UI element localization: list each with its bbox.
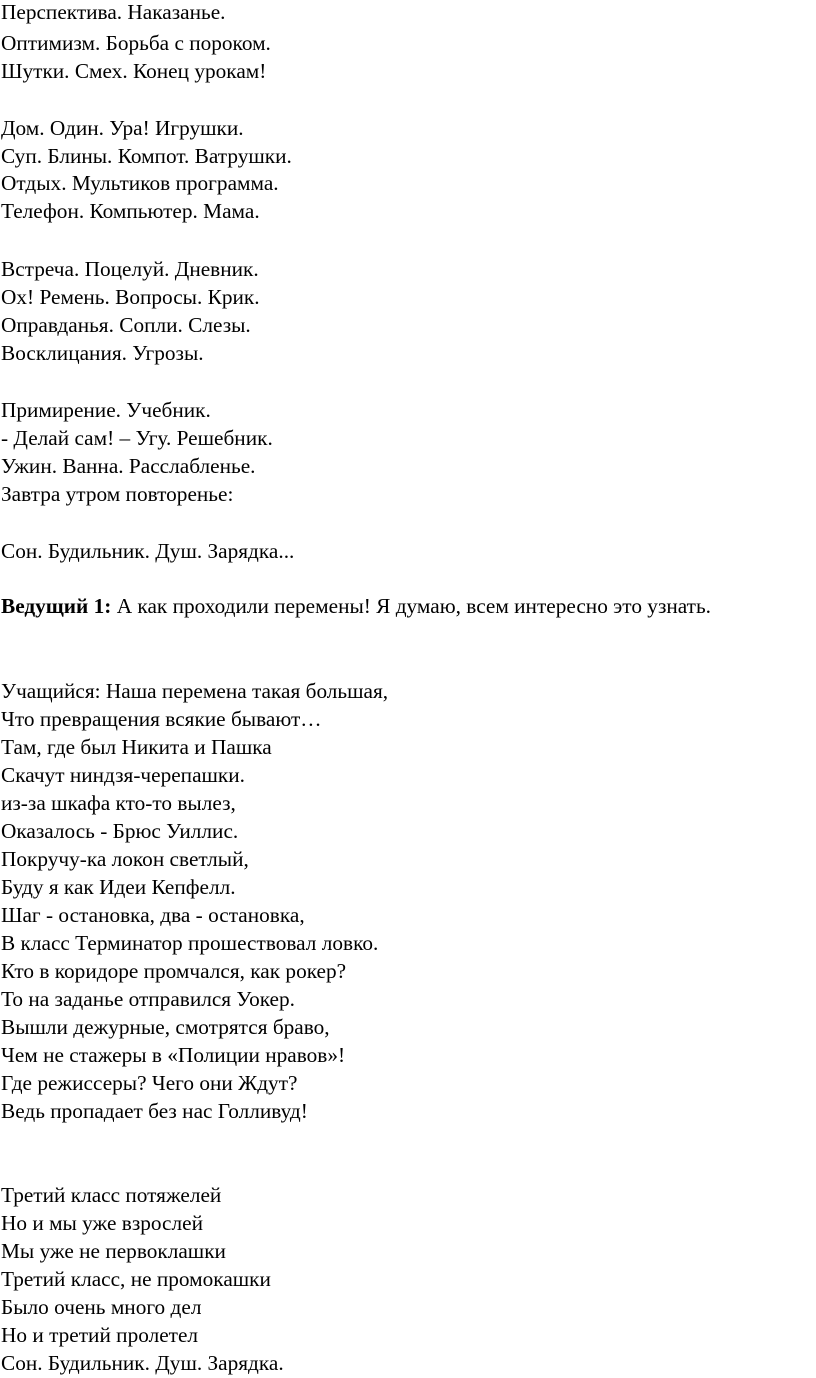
student-poem-line-6: Оказалось - Брюс Уиллис. [1, 819, 239, 843]
final-stanza-line-5: Было очень много дел [1, 1295, 202, 1319]
student-poem-line-4: Скачут ниндзя-черепашки. [1, 763, 245, 787]
student-poem-line-3: Там, где был Никита и Пашка [1, 735, 272, 759]
student-poem-line-13: Вышли дежурные, смотрятся браво, [1, 1015, 330, 1039]
final-stanza-line-6: Но и третий пролетел [1, 1323, 199, 1347]
stanza-2-line-3: Отдых. Мультиков программа. [1, 171, 279, 195]
final-stanza-line-1: Третий класс потяжелей [1, 1183, 222, 1207]
student-poem-line-7: Покручу-ка локон светлый, [1, 847, 249, 871]
host-remark-text: А как проходили перемены! Я думаю, всем интересно это узнать. [111, 594, 712, 618]
stanza-4-line-1: Примирение. Учебник. [1, 398, 211, 422]
student-poem-line-12: То на заданье отправился Уокер. [1, 987, 295, 1011]
stanza-3-line-2: Ох! Ремень. Вопросы. Крик. [1, 285, 260, 309]
stanza-3-line-4: Восклицания. Угрозы. [1, 341, 204, 365]
student-poem-line-1: Учащийся: Наша перемена такая большая, [1, 679, 389, 703]
final-stanza-line-7: Сон. Будильник. Душ. Зарядка. [1, 1351, 284, 1375]
student-poem-line-11: Кто в коридоре промчался, как рокер? [1, 959, 347, 983]
stanza-4-line-3: Ужин. Ванна. Расслабленье. [1, 454, 256, 478]
student-poem-line-2: Что превращения всякие бывают… [1, 707, 322, 731]
stanza-1-line-3: Шутки. Смех. Конец урокам! [1, 59, 267, 83]
student-poem-line-9: Шаг - остановка, два - остановка, [1, 903, 305, 927]
stanza-3-line-3: Оправданья. Сопли. Слезы. [1, 313, 251, 337]
student-poem-line-16: Ведь пропадает без нас Голливуд! [1, 1099, 308, 1123]
student-poem-line-14: Чем не стажеры в «Полиции нравов»! [1, 1043, 346, 1067]
student-poem-line-15: Где режиссеры? Чего они Ждут? [1, 1071, 298, 1095]
stanza-1-line-1: Перспектива. Наказанье. [1, 0, 226, 24]
student-poem-line-5: из-за шкафа кто-то вылез, [1, 791, 236, 815]
host-speaker-name: Ведущий 1: [1, 594, 112, 618]
stanza-3-line-1: Встреча. Поцелуй. Дневник. [1, 257, 259, 281]
stanza-4-line-2: - Делай сам! – Угу. Решебник. [1, 426, 273, 450]
stanza-5-line-1: Сон. Будильник. Душ. Зарядка... [1, 539, 295, 563]
stanza-1-line-2: Оптимизм. Борьба с пороком. [1, 31, 271, 55]
stanza-2-line-1: Дом. Один. Ура! Игрушки. [1, 116, 244, 140]
final-stanza-line-4: Третий класс, не промокашки [1, 1267, 271, 1291]
student-poem-line-10: В класс Терминатор прошествовал ловко. [1, 931, 379, 955]
final-stanza-line-2: Но и мы уже взрослей [1, 1211, 203, 1235]
stanza-4-line-4: Завтра утром повторенье: [1, 482, 234, 506]
final-stanza-line-3: Мы уже не первоклашки [1, 1239, 226, 1263]
host-remark [1, 593, 791, 621]
student-poem-line-8: Буду я как Идеи Кепфелл. [1, 875, 236, 899]
stanza-2-line-2: Суп. Блины. Компот. Ватрушки. [1, 144, 292, 168]
stanza-2-line-4: Телефон. Компьютер. Мама. [1, 199, 260, 223]
